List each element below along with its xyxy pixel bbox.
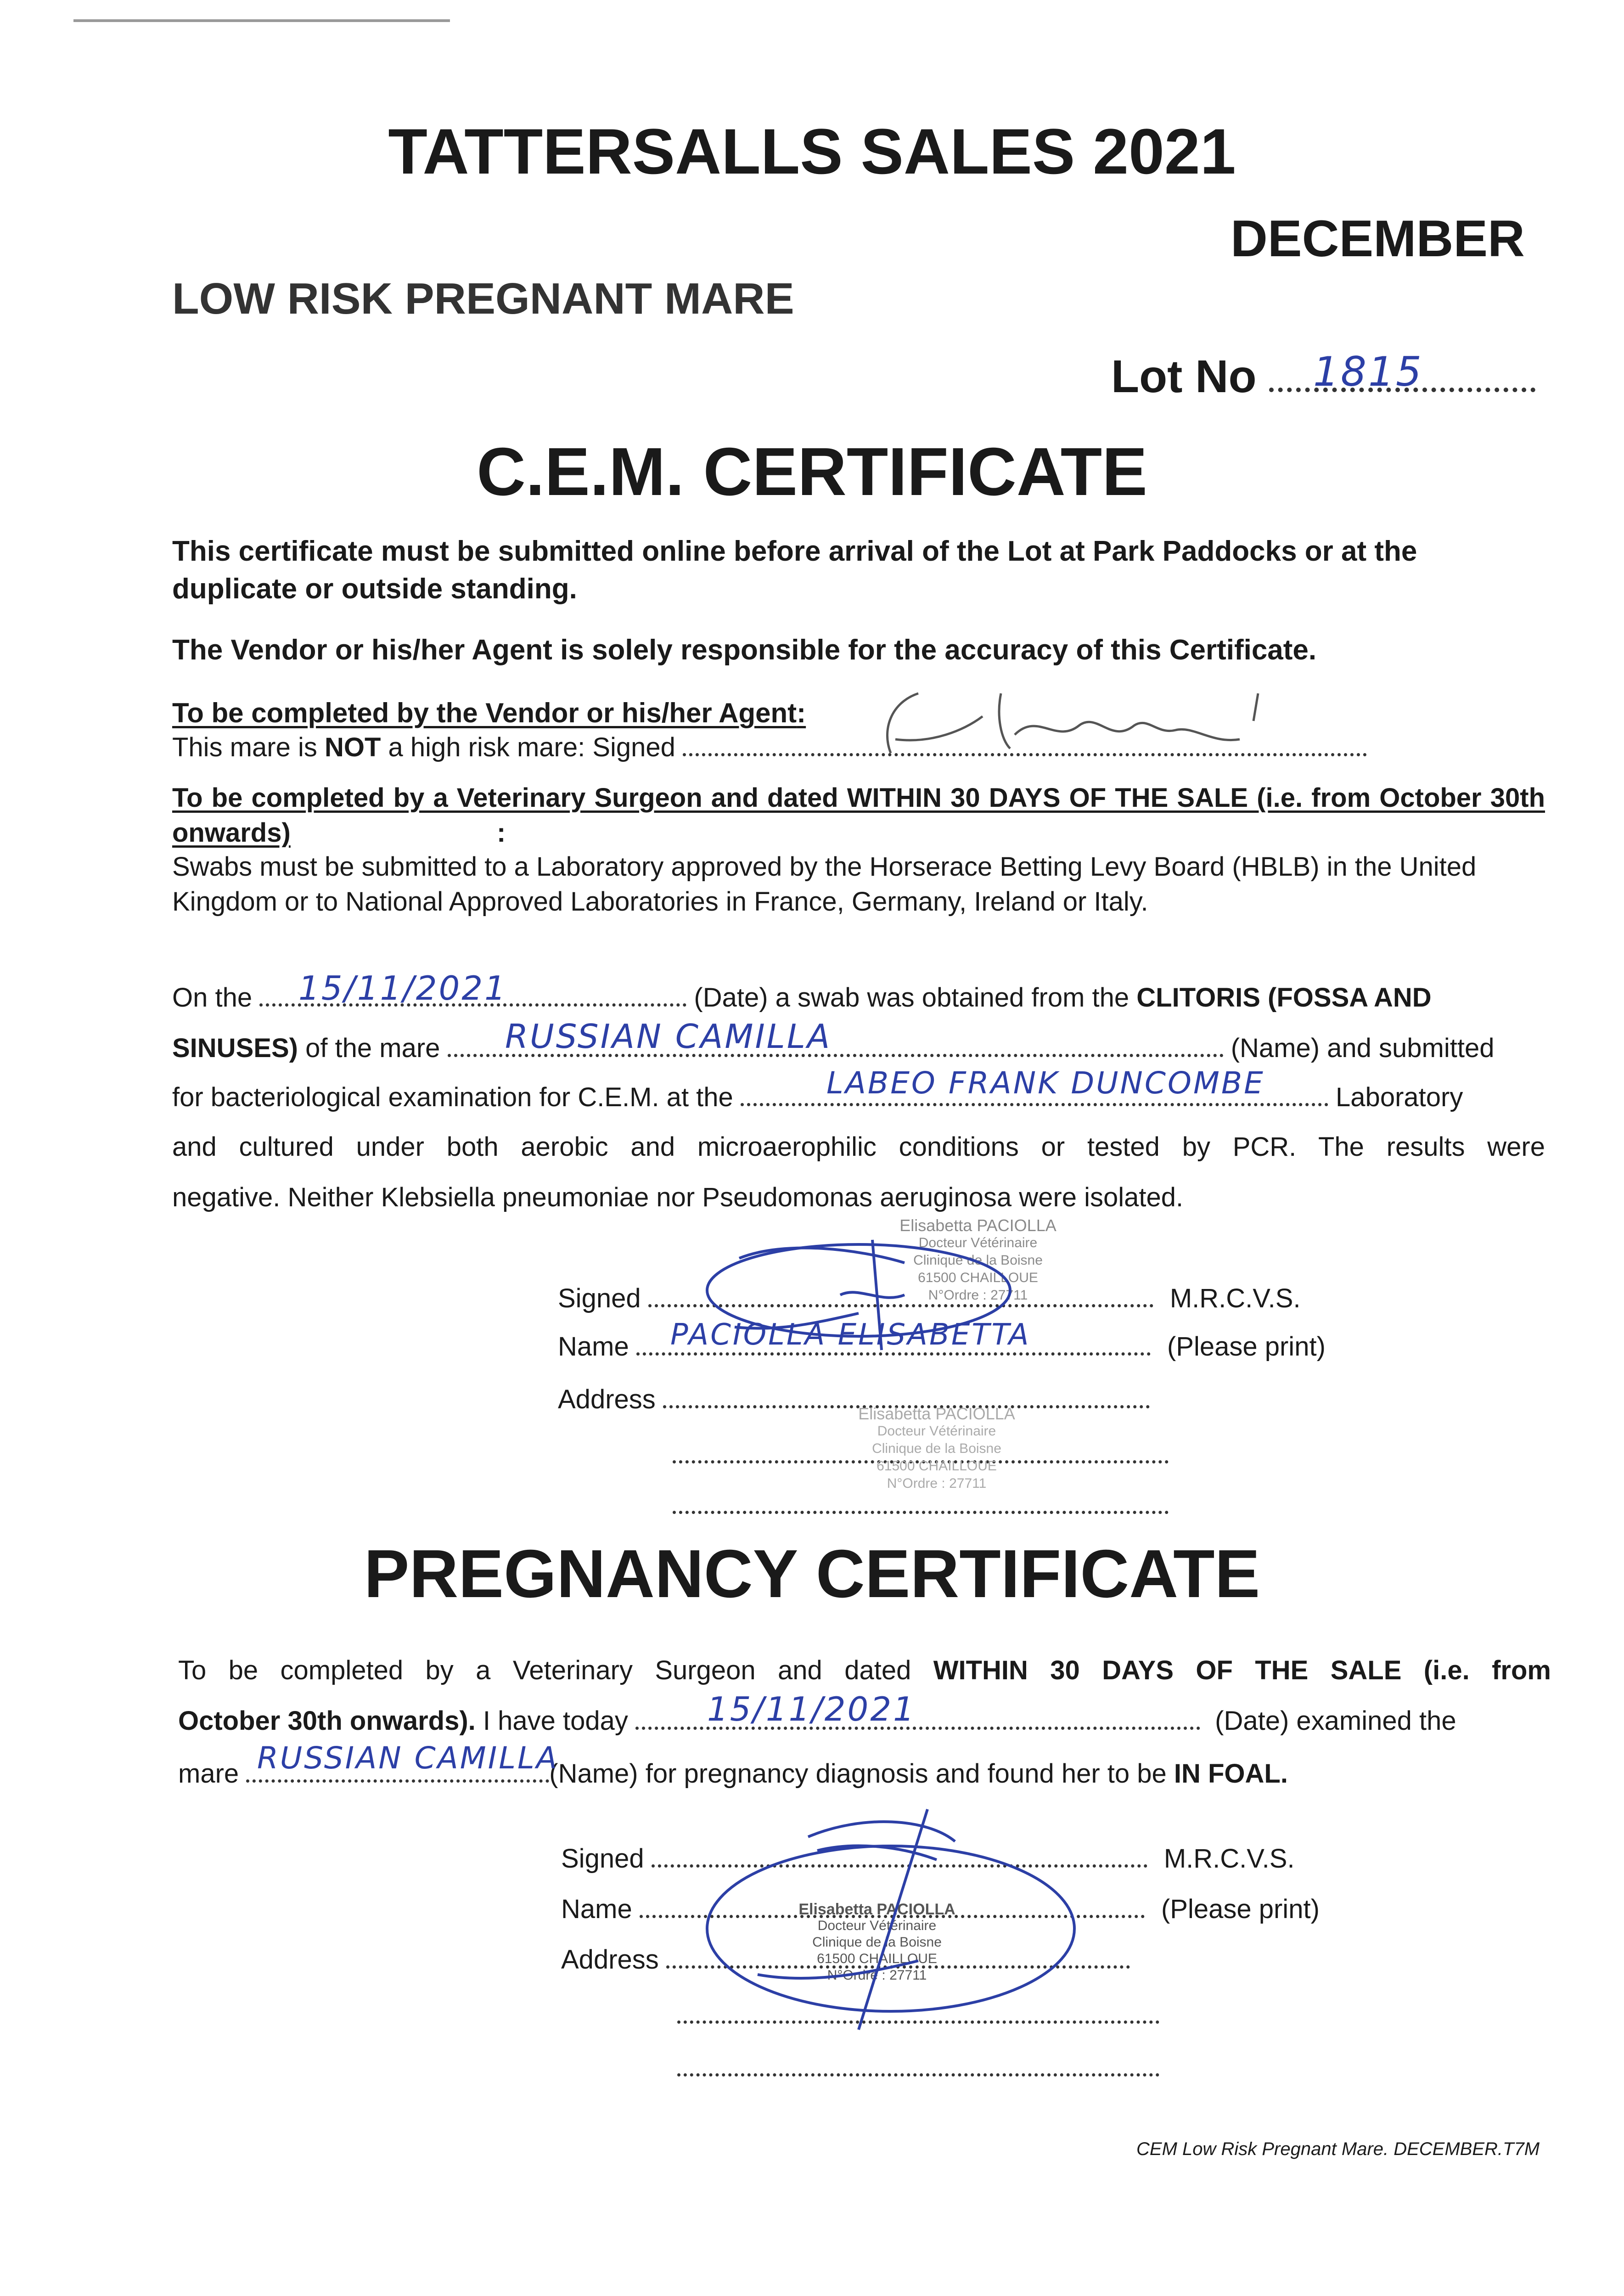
stamp-clinic: Clinique de la Boisne <box>812 1935 942 1950</box>
cem-title: C.E.M. CERTIFICATE <box>477 434 1147 510</box>
stamp-title: Docteur Vétérinaire <box>817 1918 937 1933</box>
stamp-town: 61500 CHAILLOUE <box>817 1951 937 1966</box>
stamp-clinic: Clinique de la Boisne <box>913 1253 1043 1268</box>
stamp-title: Docteur Vétérinaire <box>918 1235 1038 1250</box>
vet-heading-colon: : <box>497 818 506 848</box>
preg-vet-signature <box>689 1800 1148 2039</box>
lot-value: 1815 <box>1313 348 1423 395</box>
cem-intro-2: The Vendor or his/her Agent is solely responsible for the accuracy of this Certificate. <box>172 634 1317 666</box>
preg-date-value: 15/11/2021 <box>707 1690 916 1728</box>
vendor-heading: To be completed by the Vendor or his/her Agent: <box>172 698 806 728</box>
cem-line-date: On the (Date) a swab was obtained from the CLITORIS (FOSSA AND <box>172 983 1432 1013</box>
stamp-order: N°Ordre : 27711 <box>928 1288 1028 1303</box>
preg-line-1: To be completed by a Veterinary Surgeon and dated WITHIN 30 DAYS OF THE SALE (i.e. from <box>178 1655 1551 1685</box>
vet-heading: To be completed by a Veterinary Surgeon and dated WITHIN 30 DAYS OF THE SALE (i.e. from October 30th onwards) <box>172 783 1545 848</box>
stamp-name: Elisabetta PACIOLLA <box>858 1404 1015 1423</box>
sale-month: DECEMBER <box>1231 210 1525 267</box>
footer-code: CEM Low Risk Pregnant Mare. DECEMBER.T7M <box>1136 2139 1540 2159</box>
stamp-order: N°Ordre : 27711 <box>827 1968 927 1983</box>
stamp-town: 61500 CHAILLOUE <box>918 1270 1038 1285</box>
cem-intro-1: This certificate must be submitted online before arrival of the Lot at Park Paddocks or at the duplicate or outside standing. <box>172 535 1417 605</box>
cem-line-cultured: and cultured under both aerobic and microaerophilic conditions or tested by PCR. The results were <box>172 1132 1545 1162</box>
cem-address-stamp <box>817 1405 1056 1492</box>
stamp-town: 61500 CHAILLOUE <box>877 1458 997 1474</box>
lot-number <box>1111 349 1535 404</box>
preg-mare-value: RUSSIAN CAMILLA <box>257 1740 559 1776</box>
preg-line-2: October 30th onwards). I have today (Date) examined the <box>178 1706 1456 1736</box>
cem-signed-row: Signed M.R.C.V.S. <box>558 1283 1301 1313</box>
stamp-clinic: Clinique de la Boisne <box>872 1441 1001 1456</box>
vendor-signature <box>863 675 1276 767</box>
stamp-name: Elisabetta PACIOLLA <box>798 1901 955 1918</box>
preg-address-line-3[interactable] <box>677 2055 1159 2077</box>
stamp-order: N°Ordre : 27711 <box>887 1476 987 1491</box>
category-heading: LOW RISK PREGNANT MARE <box>172 274 794 323</box>
pregnancy-title: PREGNANCY CERTIFICATE <box>364 1536 1260 1612</box>
cem-address-line-3[interactable] <box>673 1492 1169 1514</box>
stamp-name: Elisabetta PACIOLLA <box>899 1216 1056 1235</box>
preg-signed-row: Signed M.R.C.V.S. <box>561 1844 1295 1874</box>
cem-line-negative: negative. Neither Klebsiella pneumoniae nor Pseudomonas aeruginosa were isolated. <box>172 1182 1184 1212</box>
lot-label: Lot No <box>1111 351 1257 402</box>
top-rule <box>73 19 450 22</box>
preg-line-3: mare (Name) for pregnancy diagnosis and found her to be IN FOAL. <box>178 1759 1288 1789</box>
swab-date-value: 15/11/2021 <box>298 969 507 1007</box>
cem-vet-signature <box>666 1231 1079 1359</box>
cem-vet-name-value: PACIOLLA ELISABETTA <box>670 1318 1031 1352</box>
stamp-title: Docteur Vétérinaire <box>877 1424 996 1439</box>
cem-address-row: Address <box>558 1382 1150 1417</box>
cem-line-mare: SINUSES) of the mare (Name) and submitted <box>172 1033 1495 1063</box>
cem-line-lab: for bacteriological examination for C.E.M. at the Laboratory <box>172 1082 1463 1112</box>
vendor-declaration: This mare is NOT a high risk mare: Signed <box>172 730 1367 765</box>
page-title: TATTERSALLS SALES 2021 <box>388 115 1236 187</box>
mare-name-value: RUSSIAN CAMILLA <box>505 1017 832 1056</box>
cem-name-row: Name (Please print) <box>558 1332 1326 1362</box>
preg-address-row: Address <box>561 1942 1130 1977</box>
swab-requirements: Swabs must be submitted to a Laboratory approved by the Horserace Betting Levy Board (HBLB) in the United Kingdom or to National Approved Laboratories in France, Germany, Ireland or Italy. <box>172 852 1477 917</box>
preg-name-row: Name (Please print) <box>561 1894 1320 1924</box>
lab-name-value: LABEO FRANK DUNCOMBE <box>826 1065 1265 1101</box>
